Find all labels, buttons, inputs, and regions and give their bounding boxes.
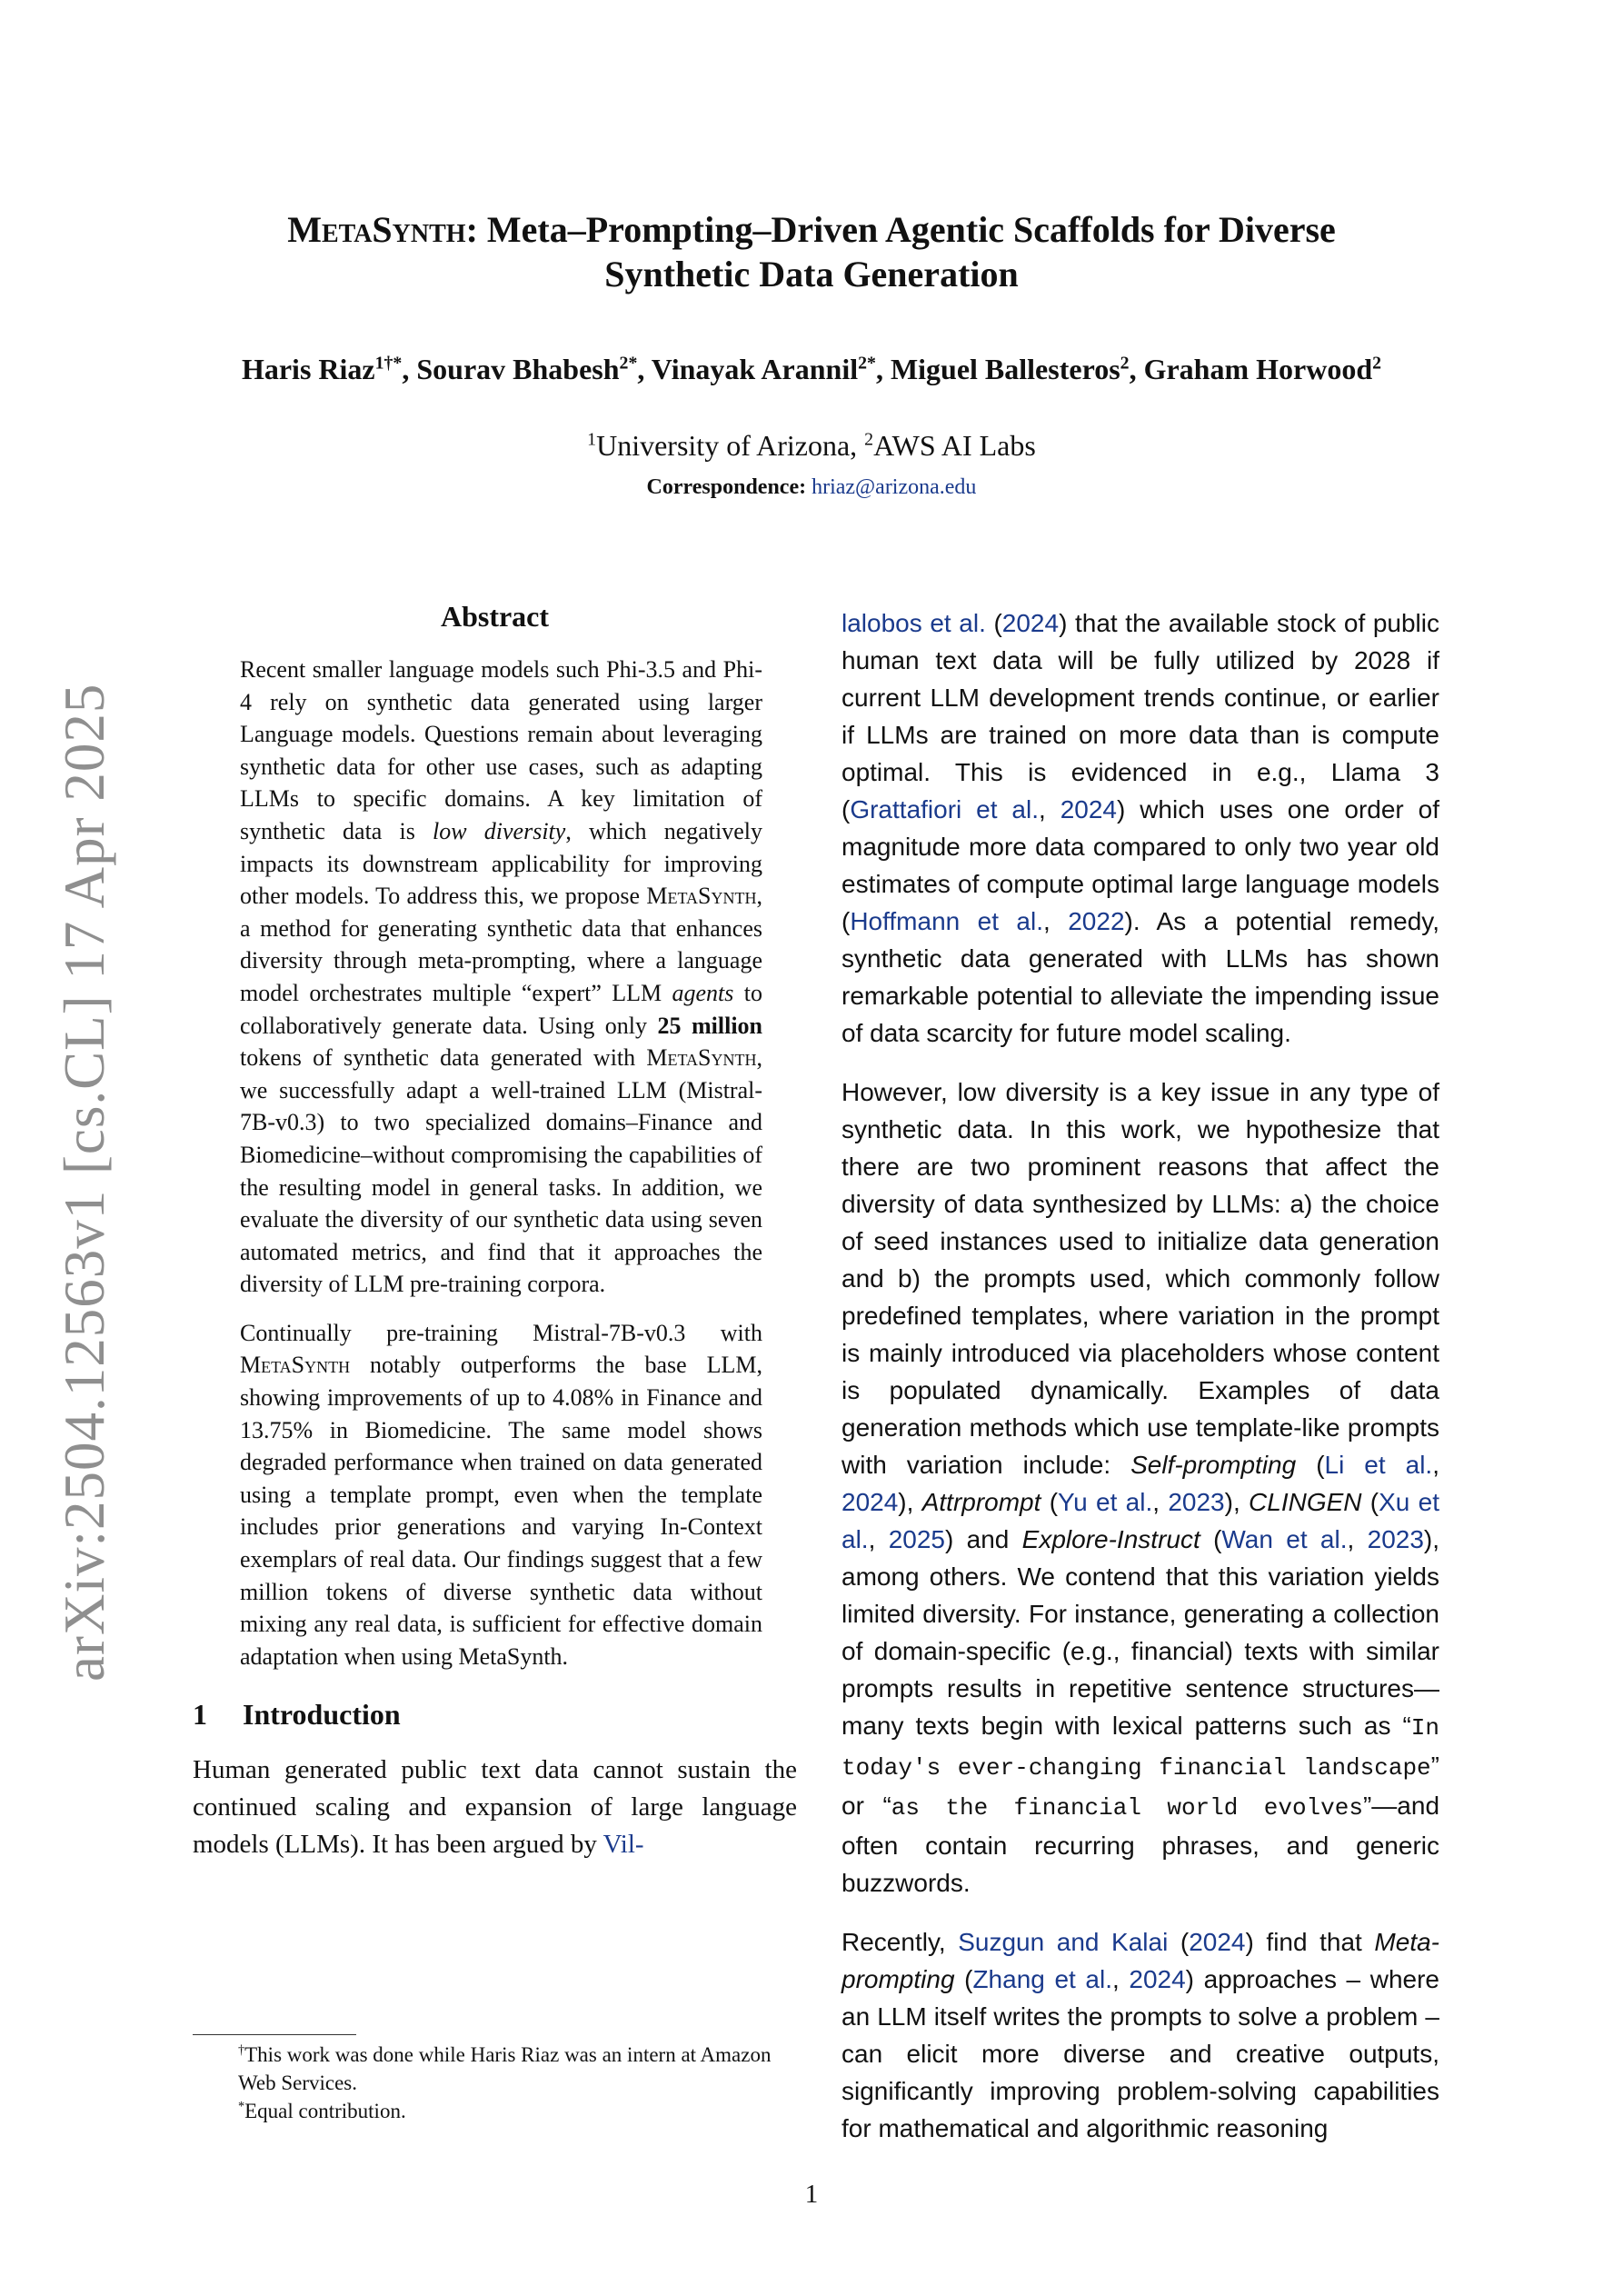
author-mark: 2 xyxy=(1372,353,1382,374)
author-name: Vinayak Arannil xyxy=(651,353,859,385)
emphasis: low diversity xyxy=(433,817,566,844)
system-name: MetaSynth xyxy=(646,1044,757,1072)
section-number: 1 xyxy=(193,1698,207,1732)
author-mark: 1†* xyxy=(374,353,403,374)
author-mark: 2* xyxy=(619,353,638,374)
affiliation-name: University of Arizona xyxy=(596,429,851,462)
bold-text: 25 million xyxy=(657,1012,763,1039)
author-name: Haris Riaz xyxy=(241,353,375,385)
citation-link[interactable]: Vil- xyxy=(602,1830,644,1859)
text: Recent smaller language models such Phi-3.5 and Phi-4 rely on synthetic data generated using larger Language models. Questions remain about leveraging synthetic data for other use cases, such as adapting LLMs to specific domains. A key limitation of synthetic data is xyxy=(240,656,762,844)
section-heading-introduction xyxy=(193,1698,797,1732)
footnote-2 xyxy=(193,2097,797,2125)
paper-title xyxy=(0,207,1623,296)
text: to collaboratively generate data. Using only xyxy=(240,979,762,1039)
emphasis: agents xyxy=(672,979,734,1006)
citation-year-link[interactable]: 2024 xyxy=(1060,795,1117,824)
text: notably outperforms the base LLM, showing improvements of up to 4.08% in Finance and 13.75% in Biomedicine. The same model shows degraded performance when trained on data generated using a template prompt, even when the template includes prior generations and varying In-Context exemplars of real data. Our findings suggest that a few million tokens of diverse synthetic data without mixing any real data, is sufficient for effective domain adaptation when using MetaSynth. xyxy=(240,1352,762,1670)
title-text: : Meta–Prompting–Driven Agentic Scaffolds for Diverse xyxy=(465,209,1336,250)
intro-paragraph-2: However, low diversity is a key issue in any type of synthetic data. In this work, we hypothesize that there are two prominent reasons that affect the diversity of data synthesized by LLMs: a) the choice of seed instances used to initialize data generation and b) the prompts used, which commonly follow predefined templates, where variation in the prompt is mainly introduced via placeholders whose content is populated dynamically. Examples of data generation methods which use template-like prompts with variation include: Self-prompting (Li et al., 2024), Attrprompt (Yu et al., 2023), CLINGEN (Xu et al., 2025) and Explore-Instruct (Wan et al., 2023), among others. We contend that this variation yields limited diversity. For instance, generating a collection of domain-specific (e.g., financial) texts with similar prompts results in repetitive sentence structures—many texts begin with lexical patterns such as “In today's ever-changing financial landscape” or “as the financial world evolves”—and often contain recurring phrases, and generic buzzwords. xyxy=(841,1078,1440,1897)
author-name: Miguel Ballesteros xyxy=(890,353,1120,385)
citation-year-link[interactable]: 2023 xyxy=(1168,1488,1225,1516)
citation-year-link[interactable]: 2024 xyxy=(1189,1928,1246,1956)
citation-link[interactable]: Suzgun and Kalai xyxy=(958,1928,1169,1956)
text: tokens of synthetic data generated with xyxy=(240,1044,647,1072)
citation-link[interactable]: Yu et al. xyxy=(1058,1488,1153,1516)
citation-link[interactable]: Wan et al. xyxy=(1221,1525,1348,1553)
footnote-1 xyxy=(193,2041,797,2097)
correspondence-email-link[interactable]: hriaz@arizona.edu xyxy=(812,475,977,499)
title-line-2: Synthetic Data Generation xyxy=(604,254,1019,294)
emphasis: Self-prompting xyxy=(1130,1451,1297,1479)
text: Human generated public text data cannot sustain the continued scaling and expansion of large language models (LLMs). It has been argued by xyxy=(193,1755,797,1859)
correspondence xyxy=(0,475,1623,500)
citation-link[interactable]: Hoffmann et al. xyxy=(850,907,1044,935)
citation-year-link[interactable]: 2024 xyxy=(1129,1965,1186,1993)
abstract-heading: Abstract xyxy=(440,600,550,633)
affiliation-mark: 2 xyxy=(864,429,874,450)
footnote-mark: † xyxy=(238,2042,245,2058)
arxiv-identifier-stamp: arXiv:2504.12563v1 [cs.CL] 17 Apr 2025 xyxy=(53,683,116,1682)
text: that the available stock of public human text data will be fully utilized by 2028 if current LLM development trends continue, or earlier if LLMs are trained on more data than is compute optimal. This is evidenced in e.g., Llama 3 ( xyxy=(841,609,1439,824)
text: find that xyxy=(1253,1928,1375,1956)
text: ”—and often contain recurring phrases, and generic buzzwords. xyxy=(841,1792,1440,1897)
right-column xyxy=(841,604,1439,2169)
emphasis: Meta-prompting xyxy=(841,1928,1439,1993)
text: Continually pre-training Mistral-7B-v0.3 with xyxy=(240,1319,762,1346)
affiliation-mark: 1 xyxy=(587,429,597,450)
author-mark: 2* xyxy=(858,353,876,374)
emphasis: Attrprompt xyxy=(921,1488,1041,1516)
citation-link[interactable]: Grattafiori et al. xyxy=(850,795,1039,824)
footnote-divider xyxy=(193,2034,356,2035)
footnote-text: Equal contribution. xyxy=(244,2100,406,2122)
citation-link[interactable]: lalobos et al. xyxy=(841,609,986,637)
citation-year-link[interactable]: 2023 xyxy=(1367,1525,1424,1553)
emphasis: Explore-Instruct xyxy=(1021,1525,1200,1553)
intro-paragraph-3: Recently, Suzgun and Kalai (2024) find that Meta-prompting (Zhang et al., 2024) approaches – where an LLM itself writes the prompts to solve a problem – can elicit more diverse and creative outputs, significantly improving problem-solving capabilities for mathematical and algorithmic reasoning xyxy=(841,1928,1439,2142)
text: Recently, xyxy=(841,1928,959,1956)
footnote-mark: * xyxy=(238,2099,245,2114)
emphasis: CLINGEN xyxy=(1249,1488,1362,1516)
author-list: Haris Riaz$^{1\dagger*}$, Sourav Bhabesh$^{2*}$, Vinayak Arannil$^{2*}$, Miguel Ballesteros$^2$, Graham Horwood$^2$ xyxy=(241,353,1382,385)
text: , among others. We contend that this variation yields limited diversity. For instance, generating a collection of domain-specific (e.g., financial) texts with similar prompts results in repetitive sentence structures—many texts begin with lexical patterns such as “ xyxy=(841,1525,1440,1740)
text: However, low diversity is a key issue in any type of synthetic data. In this work, we hypothesize that there are two prominent reasons that affect the diversity of data synthesized by LLMs: a) the choice of seed instances used to initialize data generation and b) the prompts used, which commonly follow predefined templates, where variation in the prompt is mainly introduced via placeholders whose content is populated dynamically. Examples of data generation methods which use template-like prompts with variation include: xyxy=(841,1078,1439,1479)
citation-year-link[interactable]: 2025 xyxy=(888,1525,945,1553)
citation-year-link[interactable]: 2024 xyxy=(1001,609,1060,637)
text: ” or “ xyxy=(841,1752,1439,1820)
system-name: MetaSynth xyxy=(240,1352,351,1379)
text: ) which uses one order of magnitude more data compared to only two year old estimates of compute optimal large language models ( xyxy=(841,795,1440,935)
author-name: Sourav Bhabesh xyxy=(416,353,620,385)
intro-paragraph-continued: lalobos et al. (2024) that the available stock of public human text data will be fully utilized by 2028 if current LLM development trends continue, or earlier if LLMs are trained on more data than is compute optimal. This is evidenced in e.g., Llama 3 (Grattafiori et al., 2024) which uses one order of magnitude more data compared to only two year old estimates of compute optimal large language models (Hoffmann et al., 2022). As a potential remedy, synthetic data generated with LLMs has shown remarkable potential to alleviate the impending issue of data scarcity for future model scaling. xyxy=(841,609,1440,1047)
title-system-name: MetaSynth xyxy=(287,209,466,250)
citation-year-link[interactable]: 2024 xyxy=(841,1488,899,1516)
page-number: 1 xyxy=(804,2180,819,2209)
intro-paragraph-1 xyxy=(193,1752,797,1862)
system-name: MetaSynth xyxy=(646,883,757,910)
text: , which negatively impacts its downstream applicability for improving other models. To address this, we propose xyxy=(240,817,763,910)
affiliations: $^1$University of Arizona, $^2$AWS AI Labs xyxy=(587,429,1036,462)
left-column xyxy=(193,600,797,1885)
text: , we successfully adapt a well-trained LLM (Mistral-7B-v0.3) to two specialized domains–Finance and Biomedicine–without compromising the capabilities of the resulting model in general tasks. In addition, we evaluate the diversity of our synthetic data using seven automated metrics, and find that it approaches the diversity of LLM pre-training corpora. xyxy=(240,1044,762,1298)
code-snippet: In today's ever-changing financial landscape xyxy=(841,1714,1439,1782)
section-title: Introduction xyxy=(243,1698,401,1732)
text: , a method for generating synthetic data that enhances diversity through meta-prompting, where a language model orchestrates multiple “expert” LLM xyxy=(240,883,762,1006)
author-name: Graham Horwood xyxy=(1143,353,1373,385)
abstract-paragraph-2 xyxy=(240,1317,762,1673)
author-mark: 2 xyxy=(1120,353,1130,374)
code-snippet: as the financial world evolves xyxy=(891,1794,1363,1822)
text: ). As a potential remedy, synthetic data generated with LLMs has shown remarkable potential to alleviate the impending issue of data scarcity for future model scaling. xyxy=(841,907,1439,1047)
correspondence-label: Correspondence: xyxy=(646,475,807,499)
citation-link[interactable]: Zhang et al. xyxy=(972,1965,1112,1993)
footnote-text: This work was done while Haris Riaz was an intern at Amazon Web Services. xyxy=(238,2043,772,2094)
text: approaches – where an LLM itself writes the prompts to solve a problem – can elicit more diverse and creative outputs, significantly improving problem-solving capabilities for mathematical and algorithmic reasoning xyxy=(841,1965,1439,2142)
footnotes xyxy=(193,2041,797,2125)
abstract-paragraph-1 xyxy=(240,654,762,1301)
citation-link[interactable]: Xu et al. xyxy=(841,1488,1440,1553)
affiliation-name: AWS AI Labs xyxy=(873,429,1036,462)
citation-year-link[interactable]: 2022 xyxy=(1068,907,1125,935)
citation-link[interactable]: Li et al. xyxy=(1324,1451,1433,1479)
